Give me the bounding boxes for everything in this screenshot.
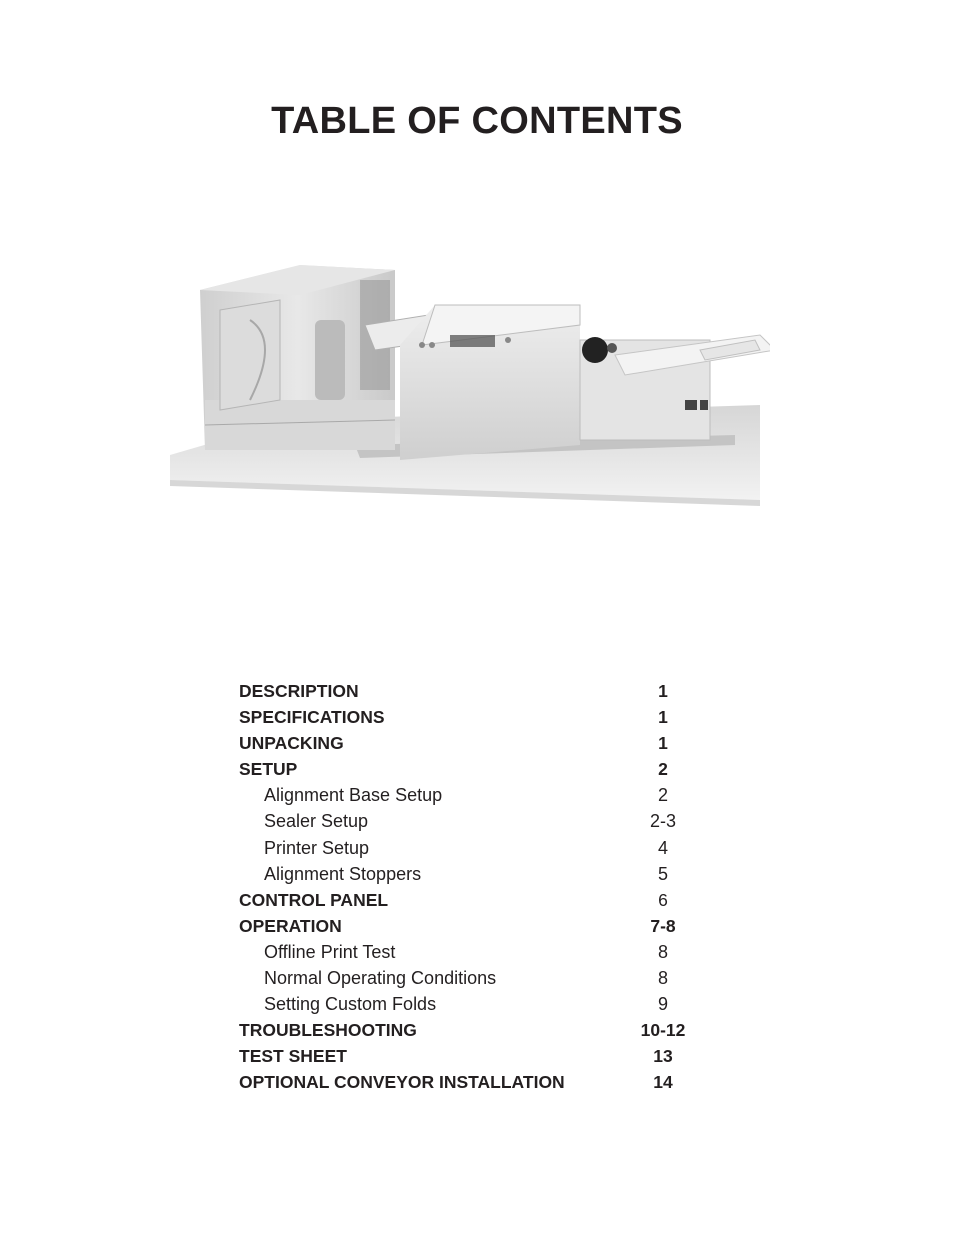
toc-entry-label: SPECIFICATIONS bbox=[239, 707, 385, 728]
toc-entry bbox=[239, 704, 719, 730]
toc-entry-page: 2-3 bbox=[649, 811, 676, 832]
table-of-contents bbox=[239, 678, 719, 1096]
toc-subentry bbox=[239, 808, 719, 834]
toc-entry-page: 2 bbox=[657, 785, 668, 806]
toc-subentry bbox=[239, 991, 719, 1017]
toc-entry-page: 8 bbox=[657, 941, 668, 962]
toc-subentry bbox=[239, 939, 719, 965]
toc-entry-page: 6 bbox=[658, 889, 668, 910]
toc-subentry bbox=[239, 861, 719, 887]
toc-entry-page: 5 bbox=[657, 863, 668, 884]
toc-entry-label: DESCRIPTION bbox=[239, 681, 359, 701]
toc-entry bbox=[239, 1043, 719, 1069]
toc-subentry bbox=[239, 965, 719, 991]
toc-entry-label: Alignment Stoppers bbox=[264, 863, 422, 884]
toc-entry-page: 8 bbox=[657, 968, 668, 989]
toc-entry-label: SETUP bbox=[239, 759, 298, 780]
toc-entry-label: OPTIONAL CONVEYOR INSTALLATION bbox=[239, 1072, 565, 1093]
toc-entry bbox=[239, 1017, 719, 1043]
toc-entry bbox=[239, 730, 719, 756]
printer-and-sealer-photo bbox=[160, 250, 770, 520]
toc-entry-page: 9 bbox=[657, 994, 668, 1015]
toc-entry-page: 14 bbox=[653, 1072, 673, 1093]
toc-entry-label: Normal Operating Conditions bbox=[264, 968, 497, 989]
toc-entry-label: UNPACKING bbox=[239, 733, 344, 754]
toc-entry bbox=[239, 756, 719, 782]
toc-entry-page: 13 bbox=[653, 1046, 673, 1067]
toc-entry-label: Sealer Setup bbox=[264, 811, 369, 832]
toc-entry-page: 10-12 bbox=[640, 1020, 686, 1041]
toc-entry bbox=[239, 1069, 719, 1095]
toc-entry-page: 1 bbox=[658, 707, 668, 728]
toc-subentry bbox=[239, 835, 719, 861]
toc-entry bbox=[239, 678, 719, 704]
toc-entry bbox=[239, 887, 719, 913]
toc-entry-label: CONTROL PANEL bbox=[239, 889, 389, 910]
toc-entry-page: 2 bbox=[658, 759, 668, 780]
toc-entry-label: OPERATION bbox=[239, 915, 342, 936]
toc-entry-page: 7-8 bbox=[650, 915, 676, 936]
toc-entry-page: 1 bbox=[658, 681, 668, 701]
toc-subentry bbox=[239, 782, 719, 808]
toc-entry-page: 1 bbox=[658, 733, 668, 754]
toc-entry bbox=[239, 913, 719, 939]
toc-entry-page: 4 bbox=[657, 837, 668, 858]
toc-entry-label: TROUBLESHOOTING bbox=[239, 1020, 417, 1041]
toc-entry-label: Printer Setup bbox=[264, 837, 370, 858]
machine-illustration bbox=[160, 250, 770, 520]
toc-entry-label: Setting Custom Folds bbox=[264, 994, 437, 1015]
toc-entry-label: TEST SHEET bbox=[239, 1046, 347, 1067]
toc-entry-label: Offline Print Test bbox=[264, 941, 396, 962]
page-title: TABLE OF CONTENTS bbox=[271, 100, 683, 142]
toc-entry-label: Alignment Base Setup bbox=[264, 785, 443, 806]
